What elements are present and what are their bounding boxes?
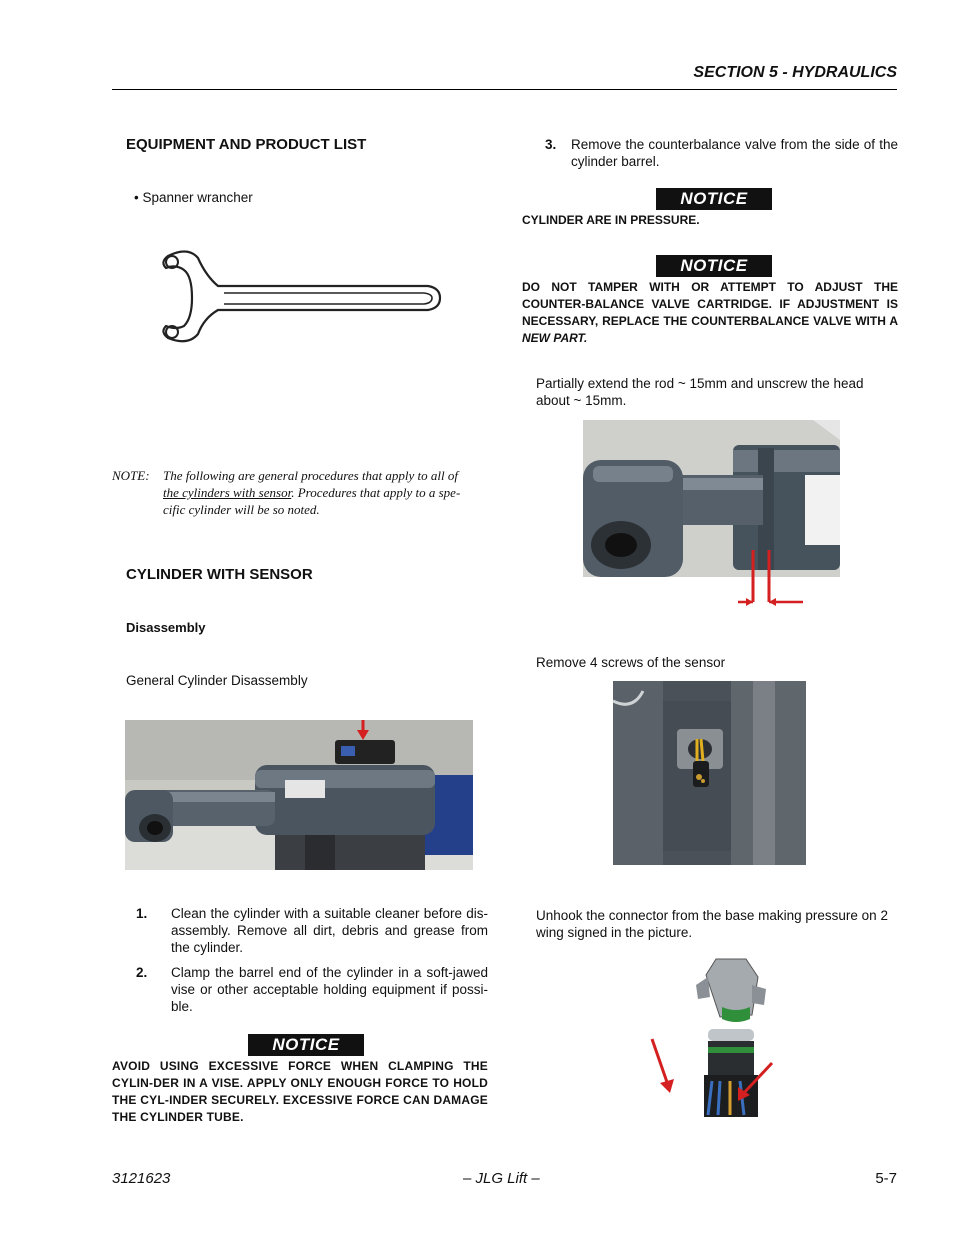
spanner-wrench-image bbox=[158, 246, 444, 346]
rod-head-photo bbox=[583, 420, 840, 610]
notice-badge: NOTICE bbox=[248, 1034, 364, 1056]
bullet-list-item bbox=[134, 189, 253, 206]
bullet-text: Spanner wrancher bbox=[142, 190, 253, 205]
notice-text: DO NOT TAMPER WITH OR ATTEMPT TO ADJUST THE COUNTER-BALANCE VALVE CARTRIDGE. IF ADJUSTMENT IS NECESSARY, REPLACE THE COUNTERBALANCE VALVE WITH A NEW PART. bbox=[522, 280, 898, 345]
page-number: 5-7 bbox=[875, 1170, 897, 1187]
sensor-screws-photo bbox=[613, 681, 806, 865]
notice-badge: NOTICE bbox=[656, 188, 772, 210]
notice-text: CYLINDER ARE IN PRESSURE. bbox=[522, 213, 700, 227]
step-list bbox=[126, 905, 488, 1015]
unhook-connector-text: Unhook the connector from the base making pressure on 2 wing signed in the picture. bbox=[536, 908, 888, 940]
cylinder-heading: CYLINDER WITH SENSOR bbox=[126, 566, 313, 583]
general-disassembly-text: General Cylinder Disassembly bbox=[126, 673, 308, 688]
note-link-text: the cylinders with sensor bbox=[163, 485, 292, 500]
step-item: 2. Clamp the barrel end of the cylinder in a soft-jawed vise or other acceptable holding equipment if possi-ble. bbox=[136, 965, 488, 1014]
notice-text: AVOID USING EXCESSIVE FORCE WHEN CLAMPING THE CYLIN-DER IN A VISE. APPLY ONLY ENOUGH FORCE TO HOLD THE CYL-INDER SECURELY. EXCESSIVE FORCE CAN DAMAGE THE CYLINDER TUBE. bbox=[112, 1059, 488, 1124]
cylinder-clamped-photo bbox=[125, 720, 473, 870]
connector-diagram bbox=[646, 955, 776, 1117]
note-text: The following are general procedures that apply to all of the cylinders with sensor. Procedures that apply to a spe- cific cylinder will be so noted. bbox=[163, 468, 461, 517]
company-footer: – JLG Lift – bbox=[463, 1170, 540, 1187]
note-label: NOTE: bbox=[112, 468, 150, 483]
notice-badge: NOTICE bbox=[656, 255, 772, 277]
extend-rod-text: Partially extend the rod ~ 15mm and unscrew the head about ~ 15mm. bbox=[536, 376, 864, 408]
disassembly-heading: Disassembly bbox=[126, 620, 206, 635]
remove-screws-text: Remove 4 screws of the sensor bbox=[536, 655, 726, 670]
equipment-heading: EQUIPMENT AND PRODUCT LIST bbox=[126, 136, 367, 153]
bullet-icon: • bbox=[134, 190, 143, 205]
step-item: 1. Clean the cylinder with a suitable cleaner before dis-assembly. Remove all dirt, debris and grease from the cylinder. bbox=[136, 906, 488, 955]
header-divider bbox=[112, 89, 897, 90]
document-number: 3121623 bbox=[112, 1170, 171, 1187]
section-title: SECTION 5 - HYDRAULICS bbox=[693, 64, 897, 81]
step-item: 3. Remove the counterbalance valve from the side of the cylinder barrel. bbox=[545, 137, 898, 169]
